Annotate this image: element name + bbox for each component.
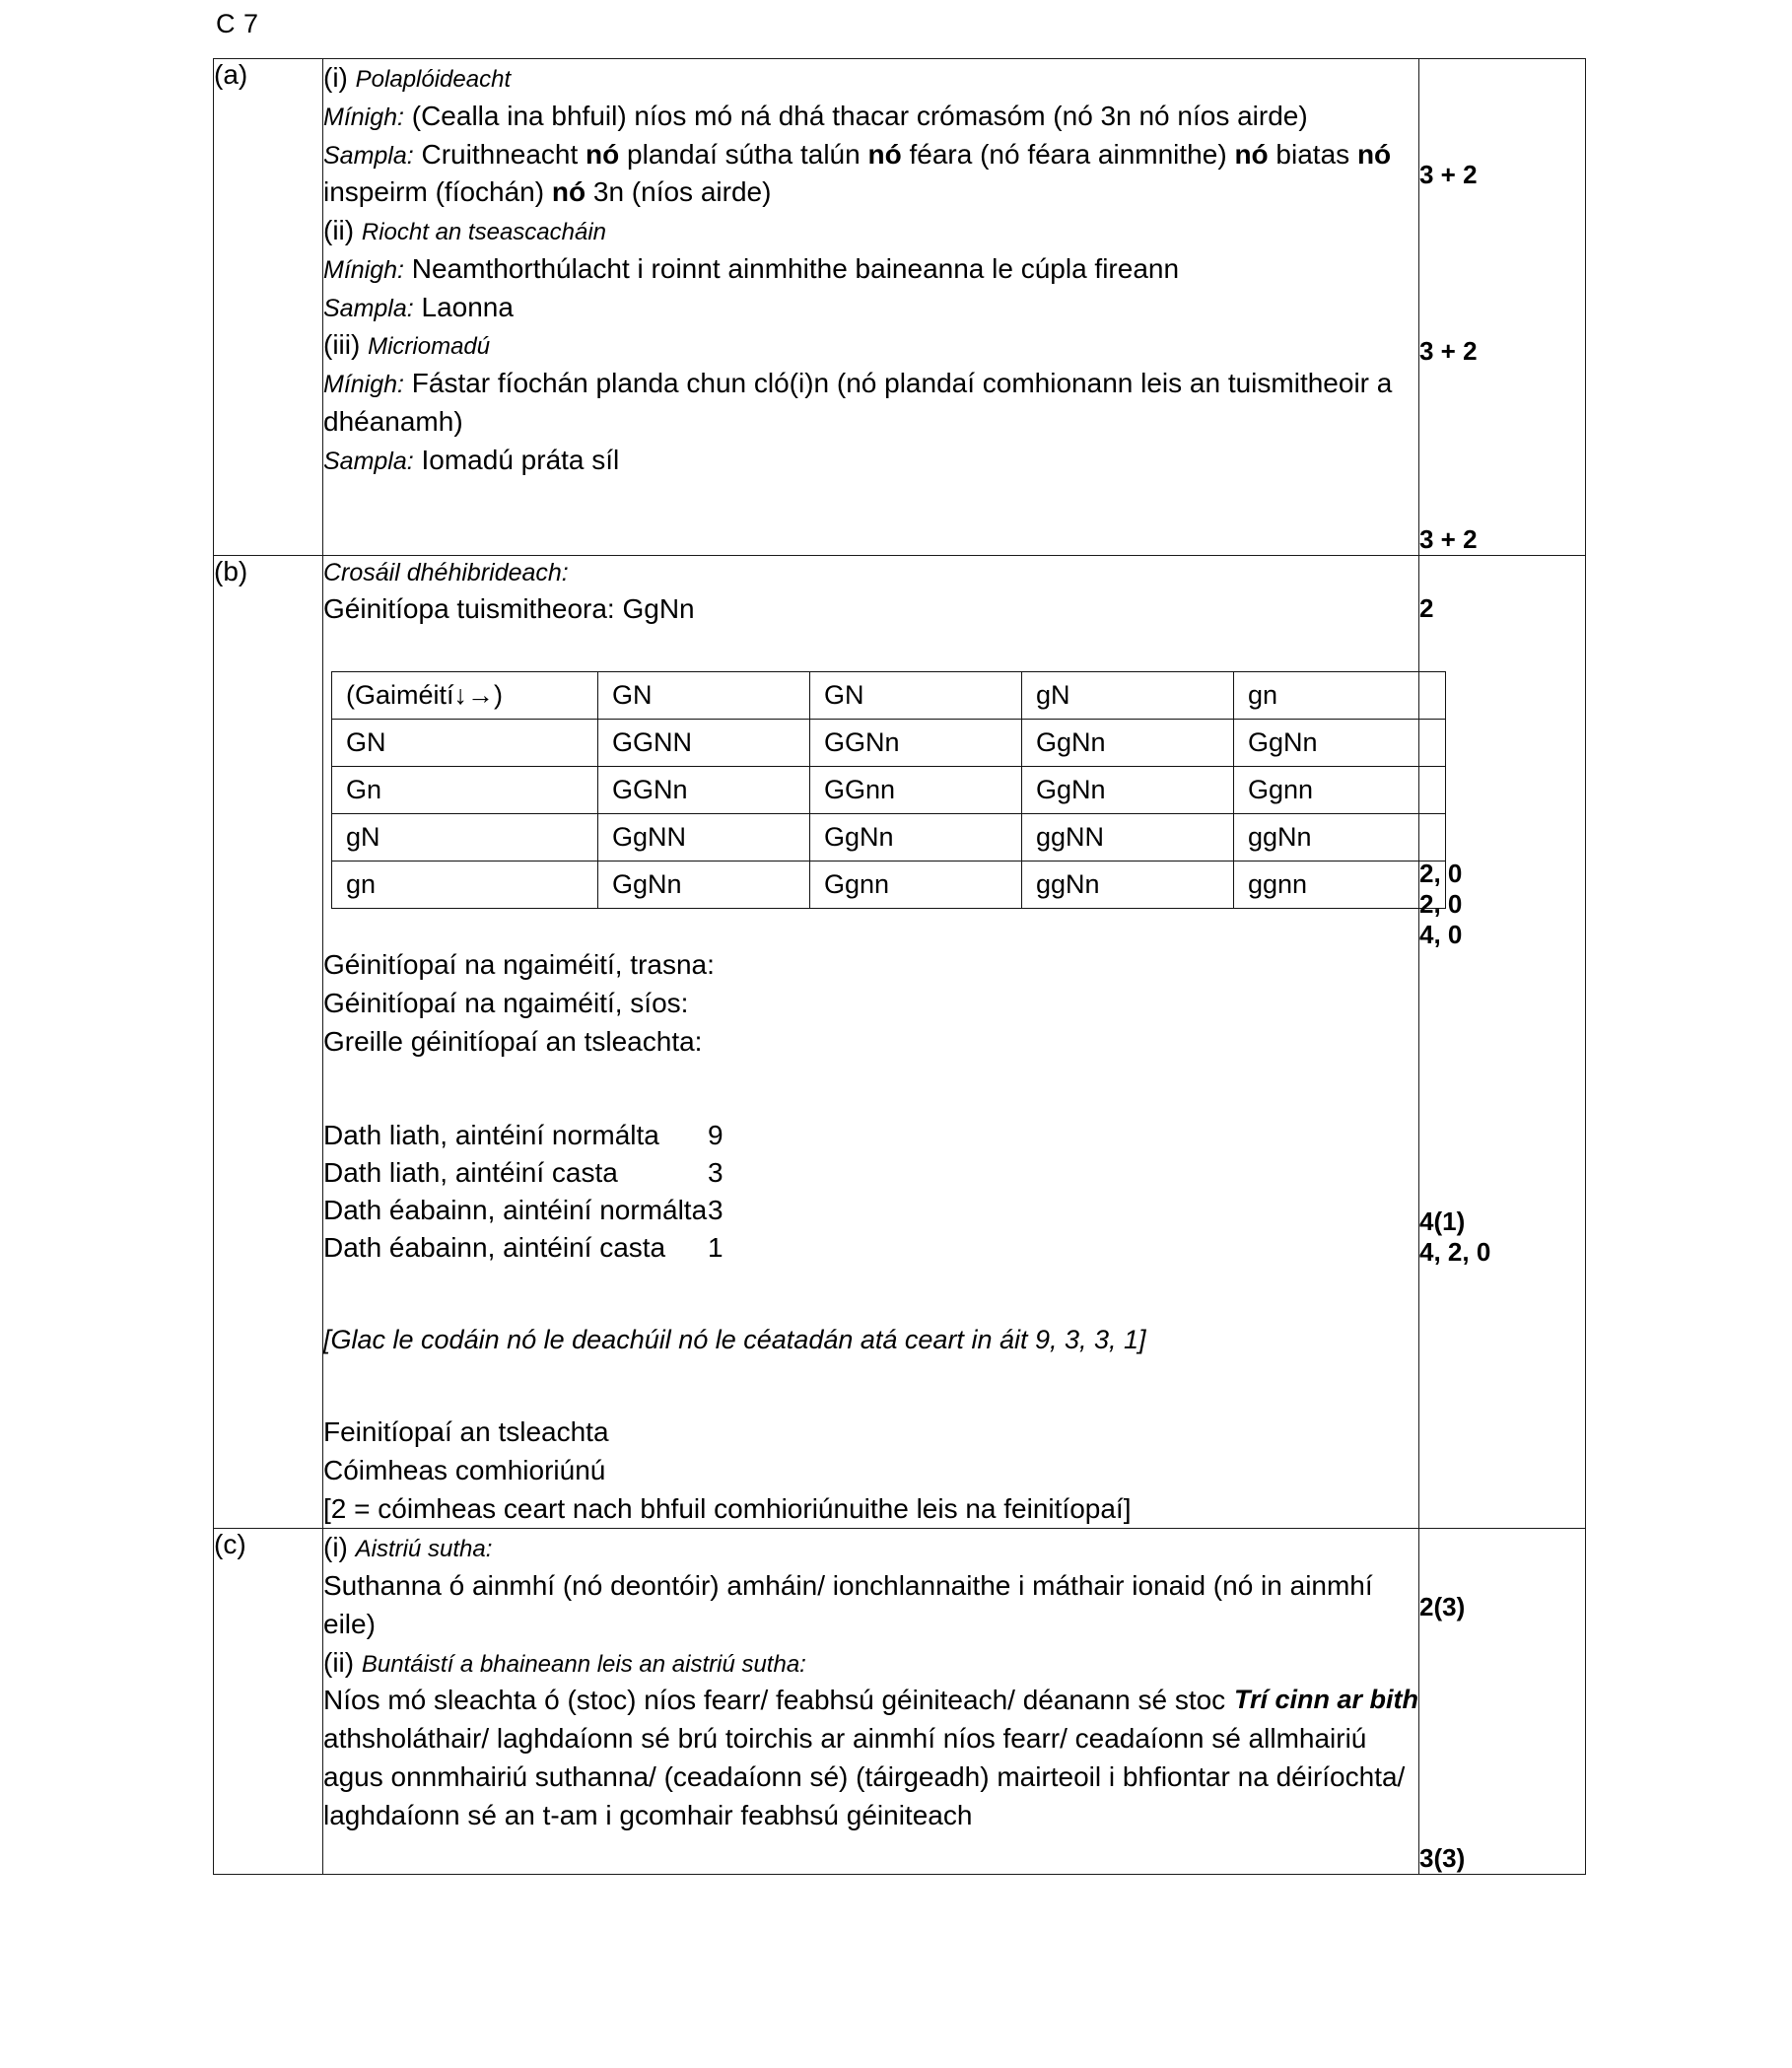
item-i-sampla (323, 136, 1418, 213)
spacer (323, 1358, 1418, 1396)
item-term: Riocht an tseascacháin (361, 219, 607, 246)
phenotype-value: 1 (708, 1231, 724, 1263)
phenotype-value: 3 (708, 1194, 724, 1225)
phenotype-ratio-row (323, 1154, 1418, 1192)
punnett-cell: ggNn (1234, 814, 1446, 862)
minigh-label: Mínigh: (323, 371, 404, 399)
item-number: (i) (323, 1532, 348, 1563)
offspring-phenotypes-label: Feinitíopaí an tsleachta (323, 1416, 609, 1448)
sampla-text: Laonna (421, 291, 514, 322)
minigh-text: Neamthorthúlacht i roinnt ainmhithe baineanna le cúpla fireann (411, 252, 1180, 284)
sampla-seg: Cruithneacht (421, 138, 586, 170)
mark-value: 3 + 2 (1419, 160, 1478, 189)
spacer (323, 1396, 1418, 1413)
punnett-row (332, 767, 1446, 814)
punnett-cell: GGNn (810, 720, 1022, 767)
item-ii-heading (323, 1644, 1418, 1683)
punnett-col-gamete: gN (1022, 672, 1234, 720)
punnett-row-gamete: GN (332, 720, 598, 767)
criteria-gametes-down: Géinitíopaí na ngaiméití, síos: (323, 988, 689, 1019)
item-ii-heading (323, 212, 1418, 250)
punnett-corner-label: (Gaiméití↓→) (332, 672, 598, 720)
table-row-a (214, 59, 1586, 556)
item-iii-sampla (323, 442, 1418, 480)
ratio-note-line: [2 = cóimheas ceart nach bhfuil comhioriúnuithe leis na feinitíopaí] (323, 1492, 1132, 1524)
phenotype-value: 3 (708, 1156, 724, 1188)
acceptance-note: [Glac le codáin nó le deachúil nó le céatadán atá ceart in áit 9, 3, 3, 1] (323, 1324, 1146, 1354)
mark-value: 2(3) (1419, 1592, 1466, 1622)
item-number: (i) (323, 62, 348, 93)
mark-value: 2 (1419, 593, 1434, 623)
punnett-row (332, 862, 1446, 909)
punnett-cell: GGNN (598, 720, 810, 767)
item-number: (iii) (323, 329, 361, 361)
punnett-cell: Ggnn (810, 862, 1022, 909)
phenotype-ratio-row (323, 1192, 1418, 1229)
part-marks-a (1419, 59, 1586, 556)
marking-scheme-table (213, 58, 1586, 1875)
sampla-seg: 3n (níos airde) (586, 176, 772, 208)
mark-value: 2, 0 (1419, 859, 1463, 888)
punnett-cell: GgNn (598, 862, 810, 909)
sampla-seg: inspeirm (fíochán) (323, 176, 552, 208)
sampla-text (323, 139, 1391, 208)
part-label-a: (a) (214, 59, 323, 556)
punnett-row-gamete: Gn (332, 767, 598, 814)
sampla-label: Sampla: (323, 294, 414, 322)
phenotype-ratio-row (323, 1117, 1418, 1154)
crossing-heading: Crosáil dhéhibrideach: (323, 559, 569, 586)
spacer (323, 1099, 1418, 1117)
item-ii-answer: Níos mó sleachta ó (stoc) níos fearr/ feabhsú géiniteach/ déanann sé stoc athsholáthair/ laghdaíonn sé brú toirchis ar ainmhí níos fearr/ ceadaíonn sé allmhairiú agus onnmhairiú suthanna/ (ceadaíonn sé) (táirgeadh) mairteoil i bhfiontar na déiríochta/ laghdaíonn sé an t-am i gcomhair feabhsú géiniteach (323, 1685, 1406, 1830)
sampla-label: Sampla: (323, 141, 414, 170)
punnett-square (331, 671, 1446, 909)
page-code: C 7 (216, 9, 259, 38)
punnett-col-gamete: GN (598, 672, 810, 720)
item-term: Polaplóideacht (355, 66, 512, 93)
item-ii-sampla (323, 289, 1418, 327)
punnett-cell: GgNn (1234, 720, 1446, 767)
part-body-b (323, 556, 1419, 1529)
spacer (323, 1267, 1418, 1304)
sampla-no-4: nó (1356, 138, 1392, 170)
sampla-no-5: nó (551, 176, 586, 208)
phenotype-value: 9 (708, 1119, 724, 1150)
spacer (323, 628, 1418, 665)
item-ii-answer-block (323, 1682, 1418, 1834)
minigh-text: (Cealla ina bhfuil) níos mó ná dhá thacar crómasóm (nó 3n nó níos airde) (411, 100, 1308, 131)
part-label-b: (b) (214, 556, 323, 1529)
mark-value: 4(1) (1419, 1206, 1466, 1236)
mark-value: 3 + 2 (1419, 336, 1478, 366)
spacer (323, 909, 1418, 946)
item-number: (ii) (323, 1646, 355, 1678)
sampla-seg: plandaí sútha talún (619, 138, 868, 170)
minigh-text: Fástar fíochán planda chun cló(i)n (nó plandaí comhionann leis an tuismitheoir a dhéanamh) (323, 368, 1393, 437)
item-i-heading (323, 59, 1418, 98)
punnett-cell: GGNn (598, 767, 810, 814)
item-term: Buntáistí a bhaineann leis an aistriú sutha: (361, 1650, 806, 1678)
punnett-row (332, 720, 1446, 767)
punnett-row-gamete: gN (332, 814, 598, 862)
punnett-col-gamete: gn (1234, 672, 1446, 720)
punnett-square-wrapper (323, 671, 1418, 909)
any-three-note: Trí cinn ar bith (1233, 1685, 1418, 1715)
phenotype-label: Dath éabainn, aintéiní casta (323, 1231, 666, 1263)
punnett-cell: GgNn (810, 814, 1022, 862)
punnett-cell: Ggnn (1234, 767, 1446, 814)
mark-value: 2, 0 (1419, 889, 1463, 919)
item-ii-minigh (323, 250, 1418, 289)
phenotype-label: Dath éabainn, aintéiní normálta (323, 1194, 708, 1225)
item-iii-heading (323, 326, 1418, 365)
part-body-c (323, 1529, 1419, 1875)
sampla-no-1: nó (586, 138, 620, 170)
phenotype-label: Dath liath, aintéiní casta (323, 1156, 618, 1188)
punnett-row (332, 814, 1446, 862)
spacer (323, 1062, 1418, 1099)
minigh-label: Mínigh: (323, 255, 404, 284)
mark-value: 3 + 2 (1419, 524, 1478, 554)
sampla-no-3: nó (1234, 138, 1269, 170)
item-i-answer: Suthanna ó ainmhí (nó deontóir) amháin/ ionchlannaithe i máthair ionaid (nó in ainmhí eile) (323, 1570, 1373, 1639)
punnett-cell: ggNn (1022, 862, 1234, 909)
item-term: Aistriú sutha: (355, 1536, 493, 1563)
item-term: Micriomadú (368, 333, 491, 361)
ratio-label-line: Cóimheas comhioriúnú (323, 1454, 606, 1485)
punnett-cell: ggnn (1234, 862, 1446, 909)
table-row-b (214, 556, 1586, 1529)
criteria-gametes-across: Géinitíopaí na ngaiméití, trasna: (323, 949, 715, 981)
punnett-cell: GgNN (598, 814, 810, 862)
punnett-cell: GgNn (1022, 767, 1234, 814)
part-marks-c (1419, 1529, 1586, 1875)
mark-value: 4, 2, 0 (1419, 1237, 1491, 1267)
mark-value: 4, 0 (1419, 920, 1463, 949)
sampla-label: Sampla: (323, 447, 414, 475)
sampla-text: Iomadú práta síl (421, 444, 620, 475)
sampla-no-2: nó (867, 138, 902, 170)
phenotype-label: Dath liath, aintéiní normálta (323, 1119, 659, 1150)
minigh-label: Mínigh: (323, 103, 404, 131)
parent-genotype: Géinitíopa tuismitheora: GgNn (323, 592, 695, 624)
item-number: (ii) (323, 215, 355, 246)
part-body-a (323, 59, 1419, 556)
sampla-seg: biatas (1268, 138, 1357, 170)
punnett-header-row (332, 672, 1446, 720)
sampla-seg: féara (nó féara ainmnithe) (901, 138, 1235, 170)
table-row-c (214, 1529, 1586, 1875)
punnett-cell: GGnn (810, 767, 1022, 814)
punnett-cell: ggNN (1022, 814, 1234, 862)
item-i-heading (323, 1529, 1418, 1567)
criteria-offspring-grid: Greille géinitíopaí an tsleachta: (323, 1025, 703, 1057)
part-marks-b (1419, 556, 1586, 1529)
mark-value: 3(3) (1419, 1843, 1466, 1874)
spacer (323, 1304, 1418, 1322)
phenotype-ratio-row (323, 1229, 1418, 1267)
item-iii-minigh (323, 365, 1418, 442)
punnett-col-gamete: GN (810, 672, 1022, 720)
punnett-cell: GgNn (1022, 720, 1234, 767)
part-label-c: (c) (214, 1529, 323, 1875)
punnett-row-gamete: gn (332, 862, 598, 909)
item-i-minigh (323, 98, 1418, 136)
